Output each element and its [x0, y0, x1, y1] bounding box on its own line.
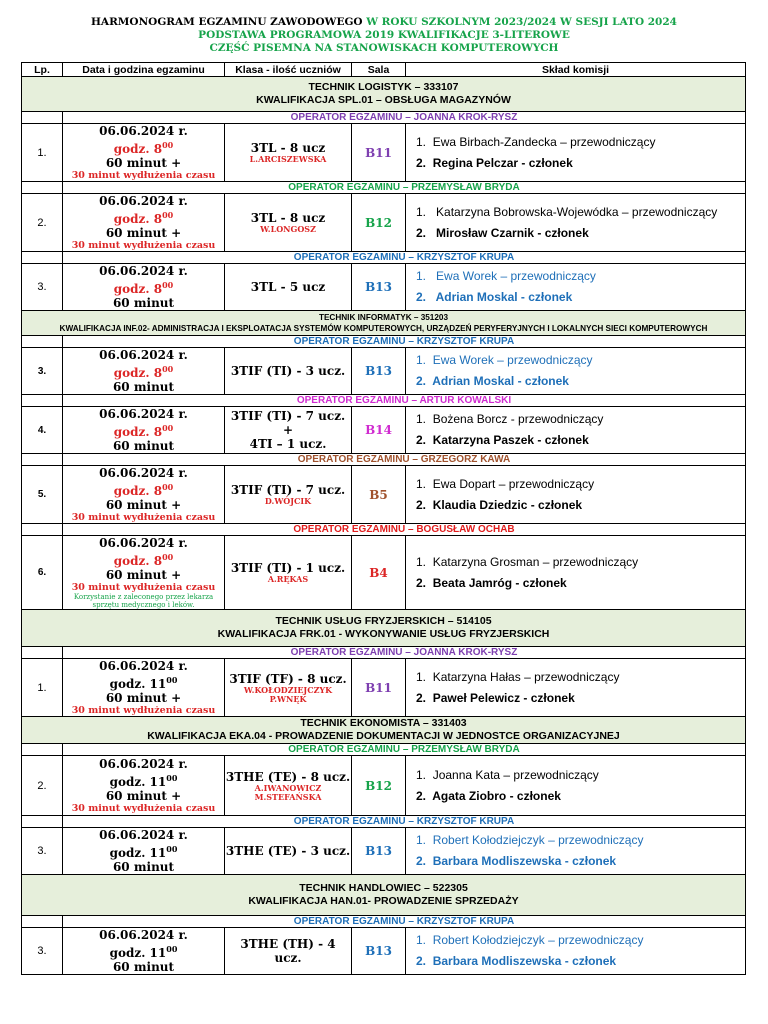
- time-sup: 00: [162, 280, 174, 290]
- row-room: B13: [352, 928, 406, 975]
- num: 2.: [416, 433, 427, 447]
- row-date: [63, 194, 225, 252]
- duration: 60 minut: [112, 296, 175, 310]
- row-committee: [406, 407, 746, 454]
- row-class: 3THE (TH) - 4 ucz.: [225, 928, 352, 975]
- section-title: TECHNIK USŁUG FRYZJERSKICH – 514105: [275, 615, 492, 627]
- col-room: Sala: [352, 63, 406, 77]
- date-text: 06.06.2024 r.: [99, 264, 188, 278]
- operator-row: [22, 336, 746, 348]
- num: 2.: [416, 374, 427, 388]
- member-chair: Robert Kołodziejczyk – przewodniczący: [432, 933, 644, 947]
- num: 2.: [416, 575, 427, 590]
- date-text: 06.06.2024 r.: [99, 348, 188, 362]
- section-title: TECHNIK HANDLOWIEC – 522305: [299, 882, 468, 894]
- class-text-2: 4TI – 1 ucz.: [249, 437, 327, 451]
- time-sup: 00: [166, 675, 178, 685]
- row-room: B13: [352, 828, 406, 875]
- member-chair: Robert Kołodziejczyk – przewodniczący: [432, 833, 644, 847]
- num: 2.: [416, 225, 427, 240]
- title-part2: W ROKU SZKOLNYM 2023/2024 W SESJI LATO 2024: [366, 16, 677, 28]
- table-row: [22, 124, 746, 182]
- row-room: B13: [352, 264, 406, 311]
- row-room: B12: [352, 756, 406, 816]
- member-chair: Ewa Worek – przewodniczący: [436, 269, 596, 283]
- time-sup: 00: [162, 552, 174, 562]
- column-headers: [22, 63, 746, 77]
- row-committee: [406, 348, 746, 395]
- duration: 60 minut +: [105, 498, 182, 512]
- operator-label: OPERATOR EGZAMINU – PRZEMYSŁAW BRYDA: [63, 744, 746, 756]
- row-class: [225, 659, 352, 717]
- row-date: [63, 756, 225, 816]
- date-text: 06.06.2024 r.: [99, 407, 188, 421]
- row-committee: [406, 264, 746, 311]
- member: Regina Pelczar - członek: [432, 155, 573, 170]
- operator-row: [22, 816, 746, 828]
- date-text: 06.06.2024 r.: [99, 466, 188, 480]
- time-sup: 00: [162, 364, 174, 374]
- duration: 60 minut +: [105, 568, 182, 582]
- table-row: [22, 536, 746, 610]
- table-row: [22, 264, 746, 311]
- table-row: [22, 466, 746, 524]
- class-text: 3TL - 8 ucz: [250, 211, 326, 225]
- row-date: [63, 928, 225, 975]
- class-text: 3THE (TE) - 8 ucz.: [225, 769, 351, 784]
- operator-row: [22, 744, 746, 756]
- member-chair: Ewa Worek – przewodniczący: [432, 353, 593, 367]
- operator-row: [22, 454, 746, 466]
- num: 1.: [416, 767, 427, 782]
- row-date: [63, 348, 225, 395]
- member: Barbara Modliszewska - członek: [432, 954, 617, 968]
- class-text: 3TIF (TI) - 7 ucz.: [230, 409, 346, 423]
- class-text: 3TL - 8 ucz: [250, 141, 326, 155]
- num: 2.: [416, 497, 427, 512]
- duration: 60 minut +: [105, 156, 182, 170]
- section-subtitle: KWALIFIKACJA INF.02- ADMINISTRACJA I EKSPLOATACJA SYSTEMÓW KOMPUTEROWYCH, URZĄDZEŃ PERYFERYJNYCH I LOKALNYCH SIECI KOMPUTEROWYCH: [59, 324, 708, 333]
- row-date: [63, 659, 225, 717]
- time-sup: 00: [162, 423, 174, 433]
- col-date: Data i godzina egzaminu: [63, 63, 225, 77]
- row-room: B11: [352, 659, 406, 717]
- exam-schedule-table: [21, 62, 746, 975]
- operator-row: [22, 395, 746, 407]
- num: 2.: [416, 788, 427, 803]
- extension: 30 minut wydłużenia czasu: [71, 512, 216, 523]
- operator-row: [22, 916, 746, 928]
- row-lp: 5.: [22, 466, 63, 524]
- time-text: godz. 11: [109, 946, 167, 960]
- section-title: TECHNIK INFORMATYK – 351203: [318, 313, 449, 322]
- time-sup: 00: [166, 773, 178, 783]
- row-date: [63, 466, 225, 524]
- row-lp: 6.: [22, 536, 63, 610]
- row-date: [63, 536, 225, 610]
- operator-label: OPERATOR EGZAMINU – PRZEMYSŁAW BRYDA: [63, 182, 746, 194]
- duration: 60 minut: [112, 439, 175, 453]
- date-text: 06.06.2024 r.: [99, 536, 188, 550]
- num: 2.: [416, 155, 427, 170]
- row-class: [225, 407, 352, 454]
- row-lp: 3.: [22, 264, 63, 311]
- row-date: [63, 828, 225, 875]
- num: 1.: [416, 933, 427, 947]
- time-text: godz. 8: [113, 212, 163, 226]
- operator-label: OPERATOR EGZAMINU – KRZYSZTOF KRUPA: [63, 252, 746, 264]
- member: Klaudia Dziedzic - członek: [432, 497, 583, 512]
- member-chair: Katarzyna Hałas – przewodniczący: [432, 669, 620, 684]
- member: Paweł Pelewicz - członek: [432, 690, 575, 705]
- row-class: 3THE (TE) - 3 ucz.: [225, 828, 352, 875]
- num: 1.: [416, 476, 427, 491]
- row-committee: [406, 828, 746, 875]
- date-text: 06.06.2024 r.: [99, 928, 188, 942]
- examinee: W.LONGOSZ: [260, 224, 316, 234]
- time-text: godz. 8: [113, 484, 163, 498]
- date-text: 06.06.2024 r.: [99, 828, 188, 842]
- row-committee: [406, 928, 746, 975]
- extension: 30 minut wydłużenia czasu: [71, 170, 216, 181]
- operator-row: [22, 112, 746, 124]
- num: 2.: [416, 290, 427, 304]
- examinee-2: M.STEFAŃSKA: [254, 791, 322, 802]
- extension: 30 minut wydłużenia czasu: [71, 240, 216, 251]
- num: 1.: [416, 204, 427, 219]
- time-text: godz. 8: [113, 425, 163, 439]
- operator-label: OPERATOR EGZAMINU – JOANNA KROK-RYSZ: [63, 112, 746, 124]
- col-lp: Lp.: [22, 63, 63, 77]
- examinee-2: P.WNĘK: [269, 693, 307, 704]
- num: 1.: [416, 669, 427, 684]
- operator-label: OPERATOR EGZAMINU – BOGUSŁAW OCHAB: [63, 524, 746, 536]
- examinee: D.WÓJCIK: [264, 496, 312, 506]
- num: 2.: [416, 854, 427, 868]
- operator-label: OPERATOR EGZAMINU – KRZYSZTOF KRUPA: [63, 336, 746, 348]
- date-text: 06.06.2024 r.: [99, 194, 188, 208]
- row-room: B14: [352, 407, 406, 454]
- member: Mirosław Czarnik - członek: [436, 225, 589, 240]
- examinee: A.RĘKAS: [267, 574, 309, 584]
- num: 1.: [416, 134, 427, 149]
- member-chair: Bożena Borcz - przewodniczący: [432, 412, 604, 426]
- section-informatyk: [22, 311, 746, 336]
- time-text: godz. 8: [113, 142, 163, 156]
- time-text: godz. 11: [109, 775, 167, 789]
- num: 2.: [416, 954, 427, 968]
- operator-row: [22, 647, 746, 659]
- operator-row: [22, 252, 746, 264]
- row-lp: 4.: [22, 407, 63, 454]
- row-room: B12: [352, 194, 406, 252]
- row-class: [225, 536, 352, 610]
- operator-label: OPERATOR EGZAMINU – JOANNA KROK-RYSZ: [63, 647, 746, 659]
- subtitle-2: CZĘŚĆ PISEMNA NA STANOWISKACH KOMPUTEROWYCH: [209, 42, 559, 54]
- row-class: [225, 194, 352, 252]
- row-room: B11: [352, 124, 406, 182]
- section-subtitle: KWALIFIKACJA EKA.04 - PROWADZENIE DOKUMENTACJI W JEDNOSTCE ORGANIZACYJNEJ: [147, 730, 620, 742]
- section-subtitle: KWALIFIKACJA HAN.01- PROWADZENIE SPRZEDAŻY: [248, 895, 519, 907]
- row-lp: 3.: [22, 928, 63, 975]
- table-row: [22, 348, 746, 395]
- time-text: godz. 8: [113, 282, 163, 296]
- operator-label: OPERATOR EGZAMINU – KRZYSZTOF KRUPA: [63, 916, 746, 928]
- duration: 60 minut: [112, 960, 175, 974]
- class-text: 3TIF (TI) - 7 ucz.: [230, 483, 346, 497]
- medical-note: Korzystanie z zaleconego przez lekarza sprzętu medycznego i leków.: [73, 593, 214, 609]
- row-lp: 2.: [22, 756, 63, 816]
- table-row: [22, 194, 746, 252]
- duration: 60 minut +: [105, 789, 182, 803]
- duration: 60 minut +: [105, 691, 182, 705]
- time-sup: 00: [166, 944, 178, 954]
- row-class: [225, 124, 352, 182]
- operator-label: OPERATOR EGZAMINU – GRZEGORZ KAWA: [63, 454, 746, 466]
- subtitle-1: PODSTAWA PROGRAMOWA 2019 KWALIFIKACJE 3-LITEROWE: [198, 29, 570, 41]
- title-part1: HARMONOGRAM EGZAMINU ZAWODOWEGO: [91, 16, 367, 28]
- time-text: godz. 8: [113, 366, 163, 380]
- member: Agata Ziobro - członek: [432, 788, 561, 803]
- member: Katarzyna Paszek - członek: [432, 433, 589, 447]
- member-chair: Joanna Kata – przewodniczący: [432, 767, 599, 782]
- row-lp: 1.: [22, 659, 63, 717]
- extension: 30 minut wydłużenia czasu: [71, 705, 216, 716]
- row-room: B4: [352, 536, 406, 610]
- class-text: 3TIF (TI) - 1 ucz.: [230, 561, 346, 575]
- duration: 60 minut: [112, 380, 175, 394]
- row-room: B13: [352, 348, 406, 395]
- table-row: [22, 928, 746, 975]
- class-plus: +: [282, 423, 294, 437]
- section-subtitle: KWALIFIKACJA FRK.01 - WYKONYWANIE USŁUG FRYZJERSKICH: [217, 628, 550, 640]
- row-committee: [406, 659, 746, 717]
- table-row: [22, 407, 746, 454]
- row-lp: 3.: [22, 348, 63, 395]
- row-committee: [406, 194, 746, 252]
- member: Beata Jamróg - członek: [432, 575, 567, 590]
- time-text: godz. 8: [113, 554, 163, 568]
- member: Adrian Moskal - członek: [432, 374, 569, 388]
- examinee: L.ARCISZEWSKA: [249, 154, 327, 164]
- date-text: 06.06.2024 r.: [99, 124, 188, 138]
- member: Adrian Moskal - członek: [435, 290, 573, 304]
- num: 2.: [416, 690, 427, 705]
- examinee: W.KOŁODZIEJCZYK: [243, 684, 333, 695]
- row-date: [63, 264, 225, 311]
- document-header: [0, 0, 768, 54]
- section-logistyk: [22, 77, 746, 112]
- extension: 30 minut wydłużenia czasu: [71, 803, 216, 814]
- row-committee: [406, 756, 746, 816]
- extension: 30 minut wydłużenia czasu: [71, 582, 216, 593]
- row-date: [63, 124, 225, 182]
- col-committee: Skład komisji: [406, 63, 746, 77]
- row-committee: [406, 536, 746, 610]
- duration: 60 minut +: [105, 226, 182, 240]
- examinee: A.IWANOWICZ: [254, 782, 322, 793]
- date-text: 06.06.2024 r.: [99, 659, 188, 673]
- section-handlowiec: [22, 875, 746, 916]
- section-fryzjer: [22, 610, 746, 647]
- time-text: godz. 11: [109, 677, 167, 691]
- section-title: TECHNIK EKONOMISTA – 331403: [300, 717, 467, 729]
- row-committee: [406, 466, 746, 524]
- member-chair: Ewa Birbach-Zandecka – przewodniczący: [432, 134, 656, 149]
- section-title: TECHNIK LOGISTYK – 333107: [308, 81, 459, 93]
- row-class: 3TL - 5 ucz: [225, 264, 352, 311]
- table-row: [22, 659, 746, 717]
- time-sup: 00: [166, 844, 178, 854]
- num: 1.: [416, 554, 427, 569]
- row-date: [63, 407, 225, 454]
- time-sup: 00: [162, 210, 174, 220]
- time-text: godz. 11: [109, 846, 167, 860]
- member: Barbara Modliszewska - członek: [432, 854, 617, 868]
- member-chair: Ewa Dopart – przewodniczący: [432, 476, 595, 491]
- date-text: 06.06.2024 r.: [99, 757, 188, 771]
- row-class: [225, 756, 352, 816]
- section-subtitle: KWALIFIKACJA SPL.01 – OBSŁUGA MAGAZYNÓW: [256, 94, 511, 106]
- class-text: 3TIF (TF) - 8 ucz.: [229, 671, 347, 686]
- time-sup: 00: [162, 140, 174, 150]
- member-chair: Katarzyna Grosman – przewodniczący: [432, 554, 639, 569]
- num: 1.: [416, 412, 427, 426]
- operator-label: OPERATOR EGZAMINU – KRZYSZTOF KRUPA: [63, 816, 746, 828]
- row-lp: 2.: [22, 194, 63, 252]
- operator-label: OPERATOR EGZAMINU – ARTUR KOWALSKI: [63, 395, 746, 407]
- table-row: [22, 756, 746, 816]
- col-class: Klasa - ilość uczniów: [225, 63, 352, 77]
- time-sup: 00: [162, 482, 174, 492]
- num: 1.: [416, 269, 427, 283]
- operator-row: [22, 524, 746, 536]
- table-row: [22, 828, 746, 875]
- row-class: [225, 466, 352, 524]
- member-chair: Katarzyna Bobrowska-Wojewódka – przewodniczący: [436, 204, 718, 219]
- row-committee: [406, 124, 746, 182]
- duration: 60 minut: [112, 860, 175, 874]
- row-room: B5: [352, 466, 406, 524]
- row-lp: 3.: [22, 828, 63, 875]
- section-ekonomista: [22, 717, 746, 744]
- operator-row: [22, 182, 746, 194]
- row-lp: 1.: [22, 124, 63, 182]
- num: 1.: [416, 833, 427, 847]
- row-class: 3TIF (TI) - 3 ucz.: [225, 348, 352, 395]
- num: 1.: [416, 353, 427, 367]
